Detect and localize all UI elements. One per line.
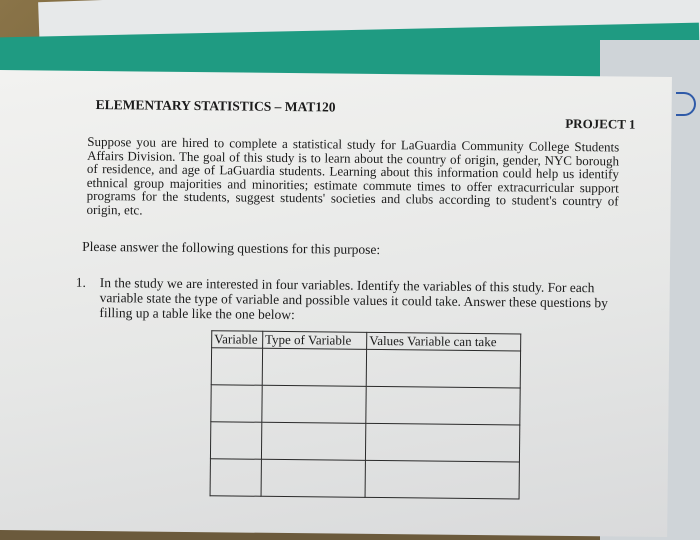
- question-text: In the study we are interested in four variables. Identify the variables of this study. For each variable state the type of variable and possible values it could take. Answer these questions by filling up a table like the one below:: [99, 275, 609, 323]
- instructions-prompt: Please answer the following questions for this purpose:: [82, 238, 381, 257]
- table-cell: [366, 386, 520, 425]
- header-variable: Variable: [212, 331, 263, 349]
- table-row: [210, 459, 519, 499]
- table-cell: [365, 460, 519, 499]
- question-number: 1.: [75, 274, 86, 290]
- question-1: [75, 274, 636, 323]
- table-cell: [262, 385, 367, 423]
- variables-table: [210, 330, 522, 499]
- header-type: Type of Variable: [262, 331, 366, 349]
- table-cell: [261, 459, 366, 497]
- table-cell: [366, 349, 520, 388]
- header-values: Values Variable can take: [367, 332, 521, 351]
- table-cell: [262, 348, 367, 386]
- intro-paragraph: Suppose you are hired to complete a statistical study for LaGuardia Community College Students Affairs Division. The goal of this study is to learn about the country of origin, gender, NYC borough of residence, and age of LaGuardia students. Learning about this information could help us identify ethnical group majorities and minorities; estimate commute times to offer extracurricular support programs for the students, suggest students' societies and clubs according to student's country of origin, etc.: [86, 133, 620, 218]
- table-row: [210, 422, 519, 462]
- table-cell: [211, 385, 262, 423]
- document-header: [95, 97, 635, 133]
- worksheet-page: [0, 70, 672, 537]
- table-cell: [211, 348, 262, 386]
- table-cell: [366, 423, 520, 462]
- table-cell: [210, 422, 261, 460]
- table-cell: [210, 459, 261, 497]
- table-row: [211, 385, 520, 425]
- course-title: ELEMENTARY STATISTICS – MAT120: [95, 97, 336, 115]
- table-cell: [261, 422, 366, 460]
- project-label: PROJECT 1: [565, 115, 636, 132]
- table-row: [211, 348, 520, 388]
